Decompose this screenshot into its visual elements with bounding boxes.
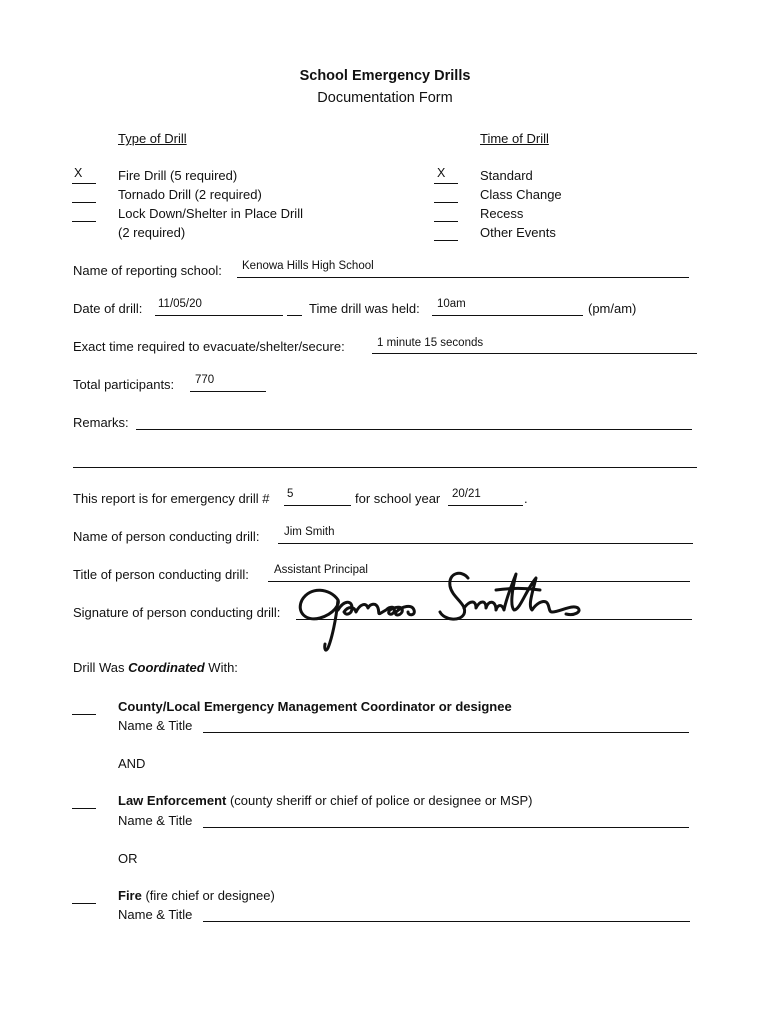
time-suffix: (pm/am) bbox=[588, 301, 637, 316]
time-held-label: Time drill was held: bbox=[309, 301, 420, 316]
date-line-extra bbox=[287, 315, 302, 316]
coordination-heading-prefix: Drill Was bbox=[73, 660, 129, 675]
or-text: OR bbox=[118, 851, 138, 866]
time-held-line bbox=[432, 315, 583, 316]
type-of-drill-heading: Type of Drill bbox=[118, 131, 187, 146]
school-year-line bbox=[448, 505, 523, 506]
conductor-title-label: Title of person conducting drill: bbox=[73, 567, 249, 582]
lockdown-drill-label-cont: (2 required) bbox=[118, 225, 186, 240]
conductor-name-line bbox=[278, 543, 693, 544]
handwritten-signature[interactable] bbox=[290, 560, 590, 655]
lockdown-drill-blank bbox=[72, 221, 96, 222]
fire-name-title-label: Name & Title bbox=[118, 907, 193, 922]
tornado-drill-label: Tornado Drill (2 required) bbox=[118, 187, 262, 202]
fire-label bbox=[118, 888, 275, 903]
fire-drill-blank bbox=[72, 183, 96, 184]
other-events-label: Other Events bbox=[480, 225, 556, 240]
date-label: Date of drill: bbox=[73, 301, 143, 316]
remarks-line-1 bbox=[136, 429, 692, 430]
law-name-title-label: Name & Title bbox=[118, 813, 193, 828]
conductor-title-field[interactable]: Assistant Principal bbox=[274, 564, 368, 576]
coordination-heading bbox=[73, 660, 238, 675]
exact-time-line bbox=[372, 353, 697, 354]
law-enforcement-rest: (county sheriff or chief of police or designee or MSP) bbox=[226, 793, 533, 808]
law-name-title-field[interactable] bbox=[203, 827, 689, 828]
date-field[interactable]: 11/05/20 bbox=[158, 298, 202, 310]
fire-name-title-field[interactable] bbox=[203, 921, 690, 922]
school-name-line bbox=[237, 277, 689, 278]
school-year-label: for school year bbox=[355, 491, 441, 506]
recess-blank bbox=[434, 221, 458, 222]
school-year-field[interactable]: 20/21 bbox=[452, 488, 481, 500]
recess-label: Recess bbox=[480, 206, 524, 221]
law-enforcement-bold: Law Enforcement bbox=[118, 793, 227, 808]
and-text: AND bbox=[118, 756, 146, 771]
drill-number-line bbox=[284, 505, 351, 506]
time-held-field[interactable]: 10am bbox=[437, 298, 466, 310]
report-end: . bbox=[524, 491, 528, 506]
fire-bold: Fire bbox=[118, 888, 142, 903]
report-prefix: This report is for emergency drill # bbox=[73, 491, 270, 506]
class-change-label: Class Change bbox=[480, 187, 562, 202]
county-label: County/Local Emergency Management Coordinator or designee bbox=[118, 699, 512, 714]
county-checkbox[interactable] bbox=[72, 714, 96, 715]
tornado-drill-blank bbox=[72, 202, 96, 203]
county-name-title-field[interactable] bbox=[203, 732, 689, 733]
conductor-name-label: Name of person conducting drill: bbox=[73, 529, 260, 544]
participants-line bbox=[190, 391, 266, 392]
exact-time-field[interactable]: 1 minute 15 seconds bbox=[377, 337, 484, 349]
fire-drill-label: Fire Drill (5 required) bbox=[118, 168, 238, 183]
other-events-blank bbox=[434, 240, 458, 241]
participants-label: Total participants: bbox=[73, 377, 175, 392]
class-change-blank bbox=[434, 202, 458, 203]
coordination-heading-suffix: With: bbox=[204, 660, 238, 675]
standard-mark: X bbox=[437, 166, 446, 180]
remarks-label: Remarks: bbox=[73, 415, 129, 430]
form-title: School Emergency Drills bbox=[299, 68, 471, 84]
fire-drill-mark: X bbox=[74, 166, 83, 180]
participants-field[interactable]: 770 bbox=[195, 374, 215, 386]
remarks-line-2 bbox=[73, 467, 697, 468]
coordination-heading-emph: Coordinated bbox=[128, 660, 205, 675]
time-of-drill-heading: Time of Drill bbox=[480, 131, 549, 146]
fire-checkbox[interactable] bbox=[72, 903, 96, 904]
date-line bbox=[155, 315, 283, 316]
exact-time-label: Exact time required to evacuate/shelter/secure: bbox=[73, 339, 345, 354]
standard-blank bbox=[434, 183, 458, 184]
school-name-label: Name of reporting school: bbox=[73, 263, 222, 278]
signature-label: Signature of person conducting drill: bbox=[73, 605, 281, 620]
drill-number-field[interactable]: 5 bbox=[287, 488, 294, 500]
fire-rest: (fire chief or designee) bbox=[141, 888, 275, 903]
lockdown-drill-label: Lock Down/Shelter in Place Drill bbox=[118, 206, 303, 221]
conductor-name-field[interactable]: Jim Smith bbox=[284, 526, 335, 538]
law-enforcement-label bbox=[118, 793, 533, 808]
standard-label: Standard bbox=[480, 168, 533, 183]
law-enforcement-checkbox[interactable] bbox=[72, 808, 96, 809]
school-name-field[interactable]: Kenowa Hills High School bbox=[242, 260, 374, 272]
county-name-title-label: Name & Title bbox=[118, 718, 193, 733]
form-subtitle: Documentation Form bbox=[317, 90, 453, 106]
